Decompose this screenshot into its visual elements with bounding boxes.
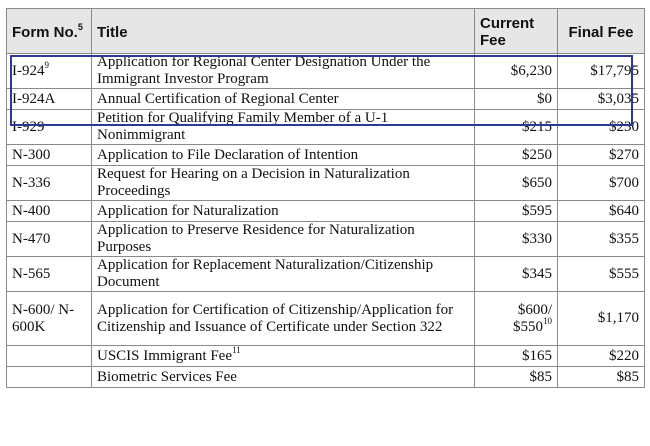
form-cell: I-929	[7, 110, 92, 145]
current-fee-cell: $345	[475, 257, 558, 292]
title-cell: Annual Certification of Regional Center	[92, 89, 475, 110]
title-cell: Request for Hearing on a Decision in Naturalization Proceedings	[92, 166, 475, 201]
current-fee-cell: $330	[475, 222, 558, 257]
current-fee-cell: $165	[475, 346, 558, 367]
current-fee-cell: $0	[475, 89, 558, 110]
form-cell: $I-924^9$	[7, 54, 92, 89]
table-row	[7, 222, 645, 257]
table-row	[7, 201, 645, 222]
title-cell: Application for Certification of Citizenship/Application for Citizenship and Issuance of Certificate under Section 322	[92, 292, 475, 346]
table-header-row	[7, 9, 645, 54]
form-cell: N-470	[7, 222, 92, 257]
current-fee-cell: $6,230	[475, 54, 558, 89]
table-row	[7, 89, 645, 110]
title-cell: Application to Preserve Residence for Naturalization Purposes	[92, 222, 475, 257]
header-title: Title	[92, 9, 475, 54]
table-row	[7, 346, 645, 367]
form-cell: N-600/ N-600K	[7, 292, 92, 346]
final-fee-cell: $17,795	[558, 54, 645, 89]
current-fee-cell: $85	[475, 367, 558, 388]
table-row	[7, 145, 645, 166]
current-fee-cell: $600/ $\$550^{10}$	[475, 292, 558, 346]
final-fee-cell: $1,170	[558, 292, 645, 346]
final-fee-cell: $230	[558, 110, 645, 145]
current-fee-cell: $215	[475, 110, 558, 145]
table-row	[7, 367, 645, 388]
final-fee-cell: $640	[558, 201, 645, 222]
form-cell: N-400	[7, 201, 92, 222]
form-cell: I-924A	[7, 89, 92, 110]
form-cell: N-336	[7, 166, 92, 201]
table-row	[7, 257, 645, 292]
title-cell: USCIS Immigrant Fee$^{11}$	[92, 346, 475, 367]
form-cell: N-565	[7, 257, 92, 292]
title-cell: Application for Naturalization	[92, 201, 475, 222]
final-fee-cell: $220	[558, 346, 645, 367]
header-final-fee: Final Fee	[558, 9, 645, 54]
title-cell: Application for Replacement Naturalization/Citizenship Document	[92, 257, 475, 292]
final-fee-cell: $355	[558, 222, 645, 257]
header-form-footnote: 5	[77, 21, 83, 32]
title-cell: Application for Regional Center Designation Under the Immigrant Investor Program	[92, 54, 475, 89]
current-fee-cell: $250	[475, 145, 558, 166]
fee-table-container	[6, 8, 645, 388]
final-fee-cell: $555	[558, 257, 645, 292]
final-fee-cell: $270	[558, 145, 645, 166]
current-fee-cell: $650	[475, 166, 558, 201]
table-row	[7, 110, 645, 145]
final-fee-cell: $700	[558, 166, 645, 201]
fee-table	[6, 8, 645, 388]
title-cell: Petition for Qualifying Family Member of a U-1 Nonimmigrant	[92, 110, 475, 145]
title-cell: Biometric Services Fee	[92, 367, 475, 388]
final-fee-cell: $85	[558, 367, 645, 388]
table-row	[7, 166, 645, 201]
header-current-fee: Current Fee	[475, 9, 558, 54]
form-cell	[7, 346, 92, 367]
header-form-no: Form No.$^5$	[7, 9, 92, 54]
current-fee-cell: $595	[475, 201, 558, 222]
title-cell: Application to File Declaration of Intention	[92, 145, 475, 166]
table-row	[7, 292, 645, 346]
form-cell: N-300	[7, 145, 92, 166]
final-fee-cell: $3,035	[558, 89, 645, 110]
table-row	[7, 54, 645, 89]
form-cell	[7, 367, 92, 388]
